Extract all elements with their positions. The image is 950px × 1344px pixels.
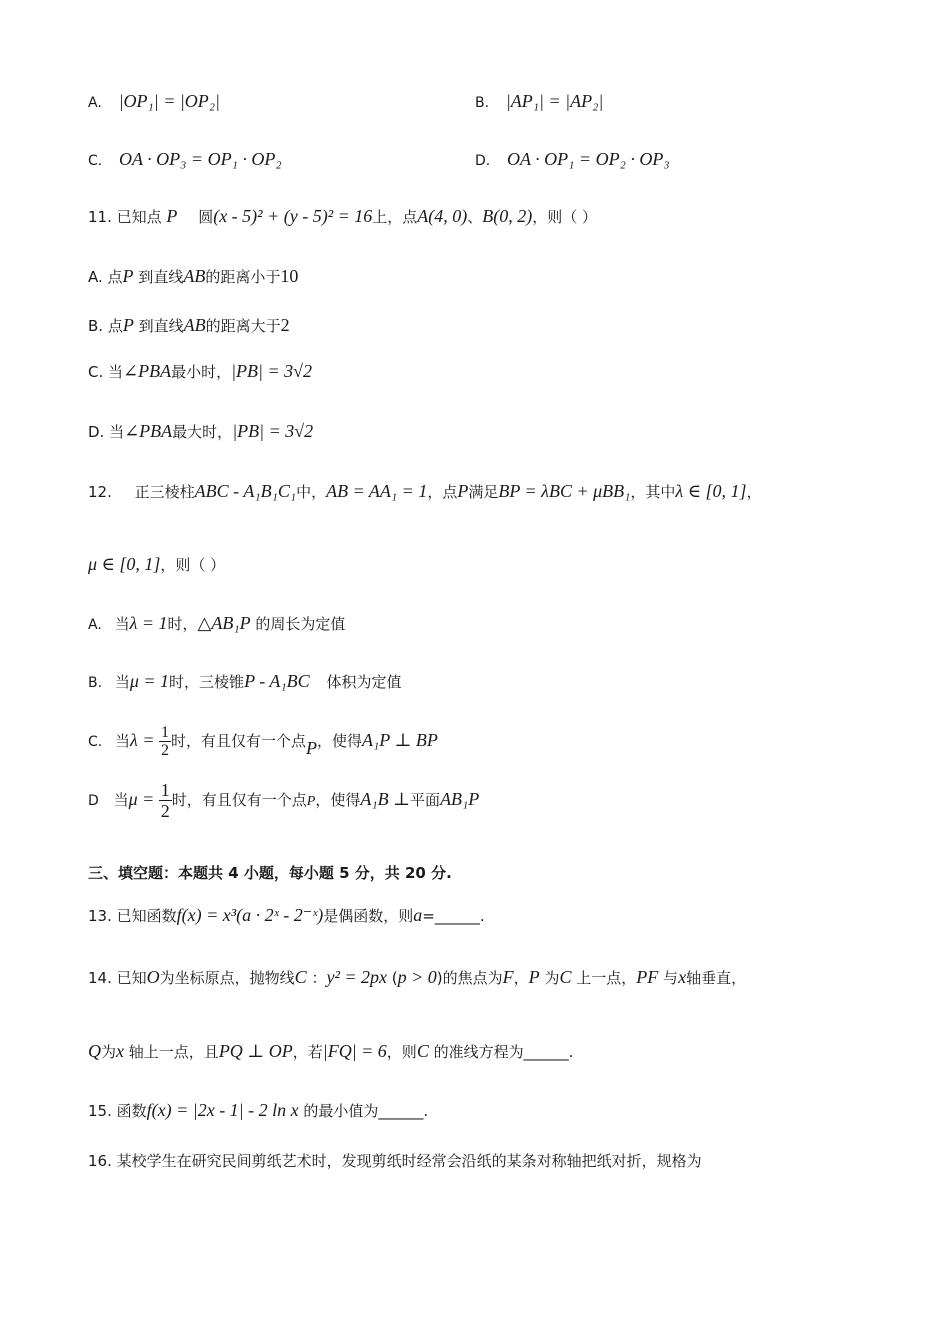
q10-option-d-expr: OA · OP₁ = OP₂ · OP₃ — [507, 149, 670, 169]
q15: 15. 函数f(x) = |2x - 1| - 2 ln x 的最小值为______. — [88, 1100, 429, 1120]
q10-option-b: B. |AP₁| = |AP₂| — [475, 91, 604, 111]
q10-option-b-expr: |AP₁| = |AP₂| — [505, 91, 604, 111]
q10-option-d: D. OA · OP₁ = OP₂ · OP₃ — [475, 149, 670, 169]
q11-circle-equation: (x - 5)² + (y - 5)² = 16 — [213, 206, 373, 226]
q12-stem-line1: 12. 正三棱柱ABC - A₁B₁C₁中，AB = AA₁ = 1，点P满足BP = λBC + μBB₁，其中λ ∈ [0, 1]， — [88, 481, 762, 501]
q16: 16. 某校学生在研究民间剪纸艺术时，发现剪纸时经常会沿纸的某条对称轴把纸对折，规格为 — [88, 1152, 702, 1170]
q11-option-d: D. 当∠PBA最大时，|PB| = 3√2 — [88, 421, 314, 441]
q12-option-c: C. 当λ = $\frac{1}{2}$ 时，有且仅有一个点P，使得A₁P ⊥ BP — [88, 724, 438, 759]
q12-stem-line2: μ ∈ [0, 1]，则（ ） — [88, 554, 226, 574]
q12-option-d: D 当μ = $\frac{1}{2}$ 时，有且仅有一个点P，使得A₁B ⊥平面AB₁P — [88, 780, 480, 821]
q12-option-b: B. 当μ = 1时，三棱锥P - A₁BC 体积为定值 — [88, 671, 402, 691]
section-3-heading: 三、填空题：本题共 4 小题，每小题 5 分，共 20 分. — [88, 864, 452, 882]
q10-option-a-expr: |OP₁| = |OP₂| — [118, 91, 221, 111]
q12-option-a: A. 当λ = 1时，△AB₁P 的周长为定值 — [88, 613, 346, 633]
q13: 13. 已知函数f(x) = x³(a · 2ˣ - 2⁻ˣ)是偶函数，则a=______. — [88, 905, 485, 925]
q11-option-a: A. 点P 到直线AB的距离小于10 — [88, 266, 299, 286]
q12-option-c-fraction: $\frac{1}{2}$ — [160, 724, 169, 759]
q10-option-a: A. |OP₁| = |OP₂| — [88, 91, 221, 111]
q14-line2: Q为x 轴上一点，且PQ ⊥ OP，若|FQ| = 6，则C 的准线方程为______. — [88, 1041, 574, 1061]
q11-option-c: C. 当∠PBA最小时，|PB| = 3√2 — [88, 361, 313, 381]
q15-function: f(x) = |2x - 1| - 2 ln x — [146, 1100, 299, 1120]
q11-stem: 11. 已知点 P 圆(x - 5)² + (y - 5)² = 16上，点A(4, 0)、B(0, 2)，则（ ） — [88, 206, 598, 226]
q11-option-b: B. 点P 到直线AB的距离大于2 — [88, 315, 290, 335]
q10-option-c: C. OA · OP₃ = OP₁ · OP₂ — [88, 149, 282, 169]
q13-function: f(x) = x³(a · 2ˣ - 2⁻ˣ) — [176, 905, 324, 925]
q14-line1: 14. 已知O为坐标原点，抛物线C ：y² = 2px (p > 0)的焦点为F，P 为C 上一点，PF 与x轴垂直， — [88, 967, 747, 987]
q12-option-d-fraction: $\frac{1}{2}$ — [160, 780, 170, 821]
q12-vector-equation: BP = λBC + μBB₁ — [498, 481, 631, 501]
q10-option-c-expr: OA · OP₃ = OP₁ · OP₂ — [119, 149, 282, 169]
